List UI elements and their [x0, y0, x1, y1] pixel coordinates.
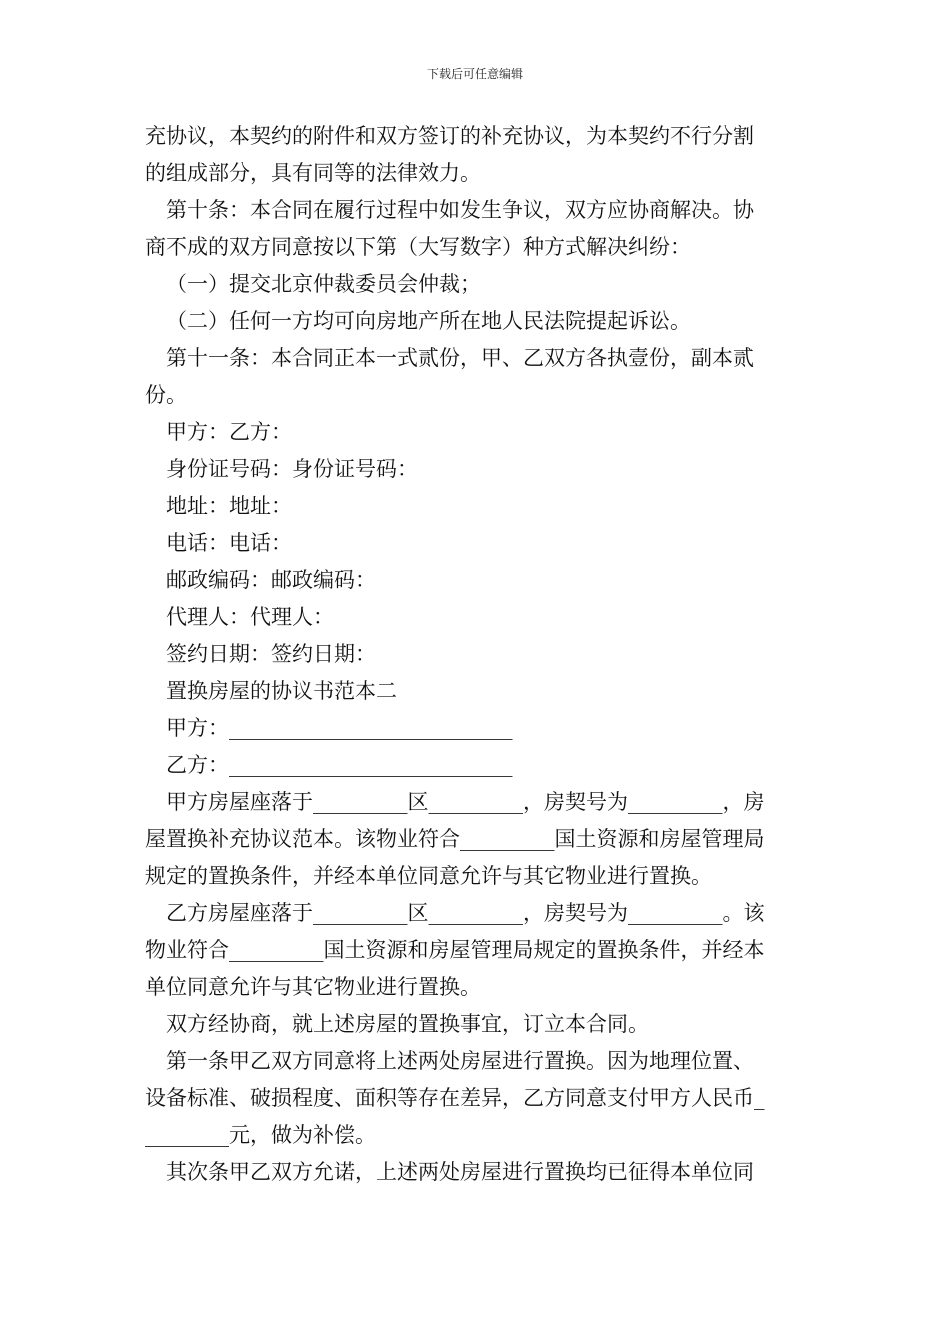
body-line: 的组成部分，具有同等的法律效力。 — [145, 161, 481, 185]
body-line: ________元，做为补偿。 — [145, 1123, 376, 1147]
body-line: 邮政编码：邮政编码： — [166, 568, 376, 592]
body-line: 甲方：___________________________ — [166, 716, 513, 740]
body-line: 乙方：___________________________ — [166, 753, 513, 777]
body-line: 第十一条：本合同正本一式贰份，甲、乙双方各执壹份，副本贰 — [166, 346, 754, 370]
body-line: 物业符合_________国土资源和房屋管理局规定的置换条件，并经本 — [145, 938, 765, 962]
body-line: 代理人：代理人： — [166, 605, 334, 629]
body-line: 签约日期：签约日期： — [166, 642, 376, 666]
body-line: 身份证号码：身份证号码： — [166, 457, 418, 481]
body-line: 甲方：乙方： — [166, 420, 292, 444]
body-line: 甲方房屋座落于_________区_________，房契号为_________，房 — [166, 790, 765, 814]
body-line: 地址：地址： — [166, 494, 292, 518]
body-line: 电话：电话： — [166, 531, 292, 555]
document-body — [145, 118, 807, 1191]
body-line: 商不成的双方同意按以下第（大写数字）种方式解决纠纷： — [145, 235, 691, 259]
body-line: 置换房屋的协议书范本二 — [166, 679, 397, 703]
body-line: 屋置换补充协议范本。该物业符合_________国土资源和房屋管理局 — [145, 827, 765, 851]
page-header-note: 下载后可任意编辑 — [426, 67, 523, 81]
body-line: 乙方房屋座落于_________区_________，房契号为_________。该 — [166, 901, 765, 925]
body-line: 双方经协商，就上述房屋的置换事宜，订立本合同。 — [166, 1012, 649, 1036]
body-line: 第十条：本合同在履行过程中如发生争议，双方应协商解决。协 — [166, 198, 754, 222]
body-line: 单位同意允许与其它物业进行置换。 — [145, 975, 481, 999]
body-line: 规定的置换条件，并经本单位同意允许与其它物业进行置换。 — [145, 864, 712, 888]
body-line: 设备标准、破损程度、面积等存在差异，乙方同意支付甲方人民币_ — [145, 1086, 765, 1110]
body-line: 第一条甲乙双方同意将上述两处房屋进行置换。因为地理位置、 — [166, 1049, 754, 1073]
body-line: （一）提交北京仲裁委员会仲裁； — [166, 272, 481, 296]
body-line: 其次条甲乙双方允诺，上述两处房屋进行置换均已征得本单位同 — [166, 1160, 754, 1184]
body-line: （二）任何一方均可向房地产所在地人民法院提起诉讼。 — [166, 309, 691, 333]
body-line: 充协议，本契约的附件和双方签订的补充协议，为本契约不行分割 — [145, 124, 754, 148]
body-line: 份。 — [145, 383, 187, 407]
